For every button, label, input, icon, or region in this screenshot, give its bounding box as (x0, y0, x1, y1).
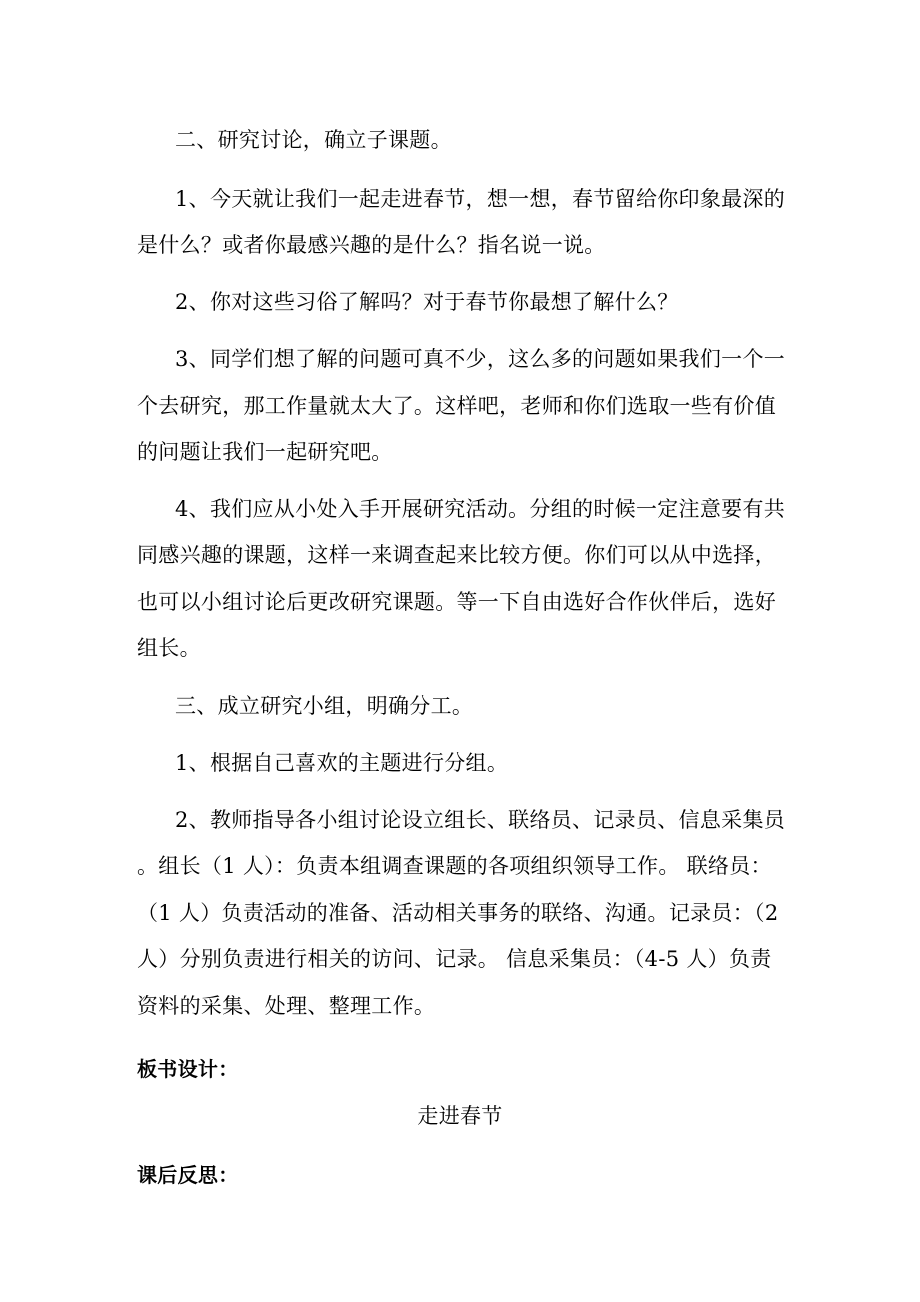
s3-item-2-line-2: 。组长（1 人）：负责本组调查课题的各项组织领导工作。 联络员： (137, 854, 772, 878)
s2-item-3-line-3: 的问题让我们一起研究吧。 (137, 440, 393, 464)
s2-item-4-line-3: 也可以小组讨论后更改研究课题。等一下自由选好合作伙伴后，选好 (137, 590, 776, 614)
s3-item-2-line-3: （1 人）负责活动的准备、活动相关事务的联络、沟通。记录员：（2 (137, 901, 779, 925)
s3-item-1-line-1: 1、根据自己喜欢的主题进行分组。 (175, 751, 509, 775)
s2-item-4-line-1: 4、我们应从小处入手开展研究活动。分组的时候一定注意要有共 (175, 497, 786, 521)
s2-item-2-line-1: 2、你对这些习俗了解吗？对于春节你最想了解什么？ (175, 290, 679, 314)
board-design-title: 走进春节 (417, 1104, 503, 1128)
section-3-heading: 三、成立研究小组，明确分工。 (175, 694, 474, 718)
s2-item-1-line-1: 1、今天就让我们一起走进春节，想一想，春节留给你印象最深的 (175, 187, 786, 211)
s2-item-4-line-4: 组长。 (137, 636, 201, 660)
reflection-label: 课后反思： (137, 1163, 239, 1187)
s3-item-2-line-4: 人）分别负责进行相关的访问、记录。 信息采集员：（4-5 人）负责 (137, 947, 772, 971)
s2-item-3-line-1: 3、同学们想了解的问题可真不少，这么多的问题如果我们一个一 (175, 347, 786, 371)
s2-item-3-line-2: 个去研究，那工作量就太大了。这样吧，老师和你们选取一些有价值 (137, 394, 776, 418)
section-2-heading: 二、研究讨论，确立子课题。 (175, 128, 452, 152)
s3-item-2-line-5: 资料的采集、处理、整理工作。 (137, 994, 436, 1018)
s2-item-1-line-2: 是什么？或者你最感兴趣的是什么？指名说一说。 (137, 233, 606, 257)
s3-item-2-line-1: 2、教师指导各小组讨论设立组长、联络员、记录员、信息采集员 (175, 808, 786, 832)
s2-item-4-line-2: 同感兴趣的课题，这样一来调查起来比较方便。你们可以从中选择， (137, 543, 776, 567)
board-design-label: 板书设计： (137, 1057, 239, 1081)
